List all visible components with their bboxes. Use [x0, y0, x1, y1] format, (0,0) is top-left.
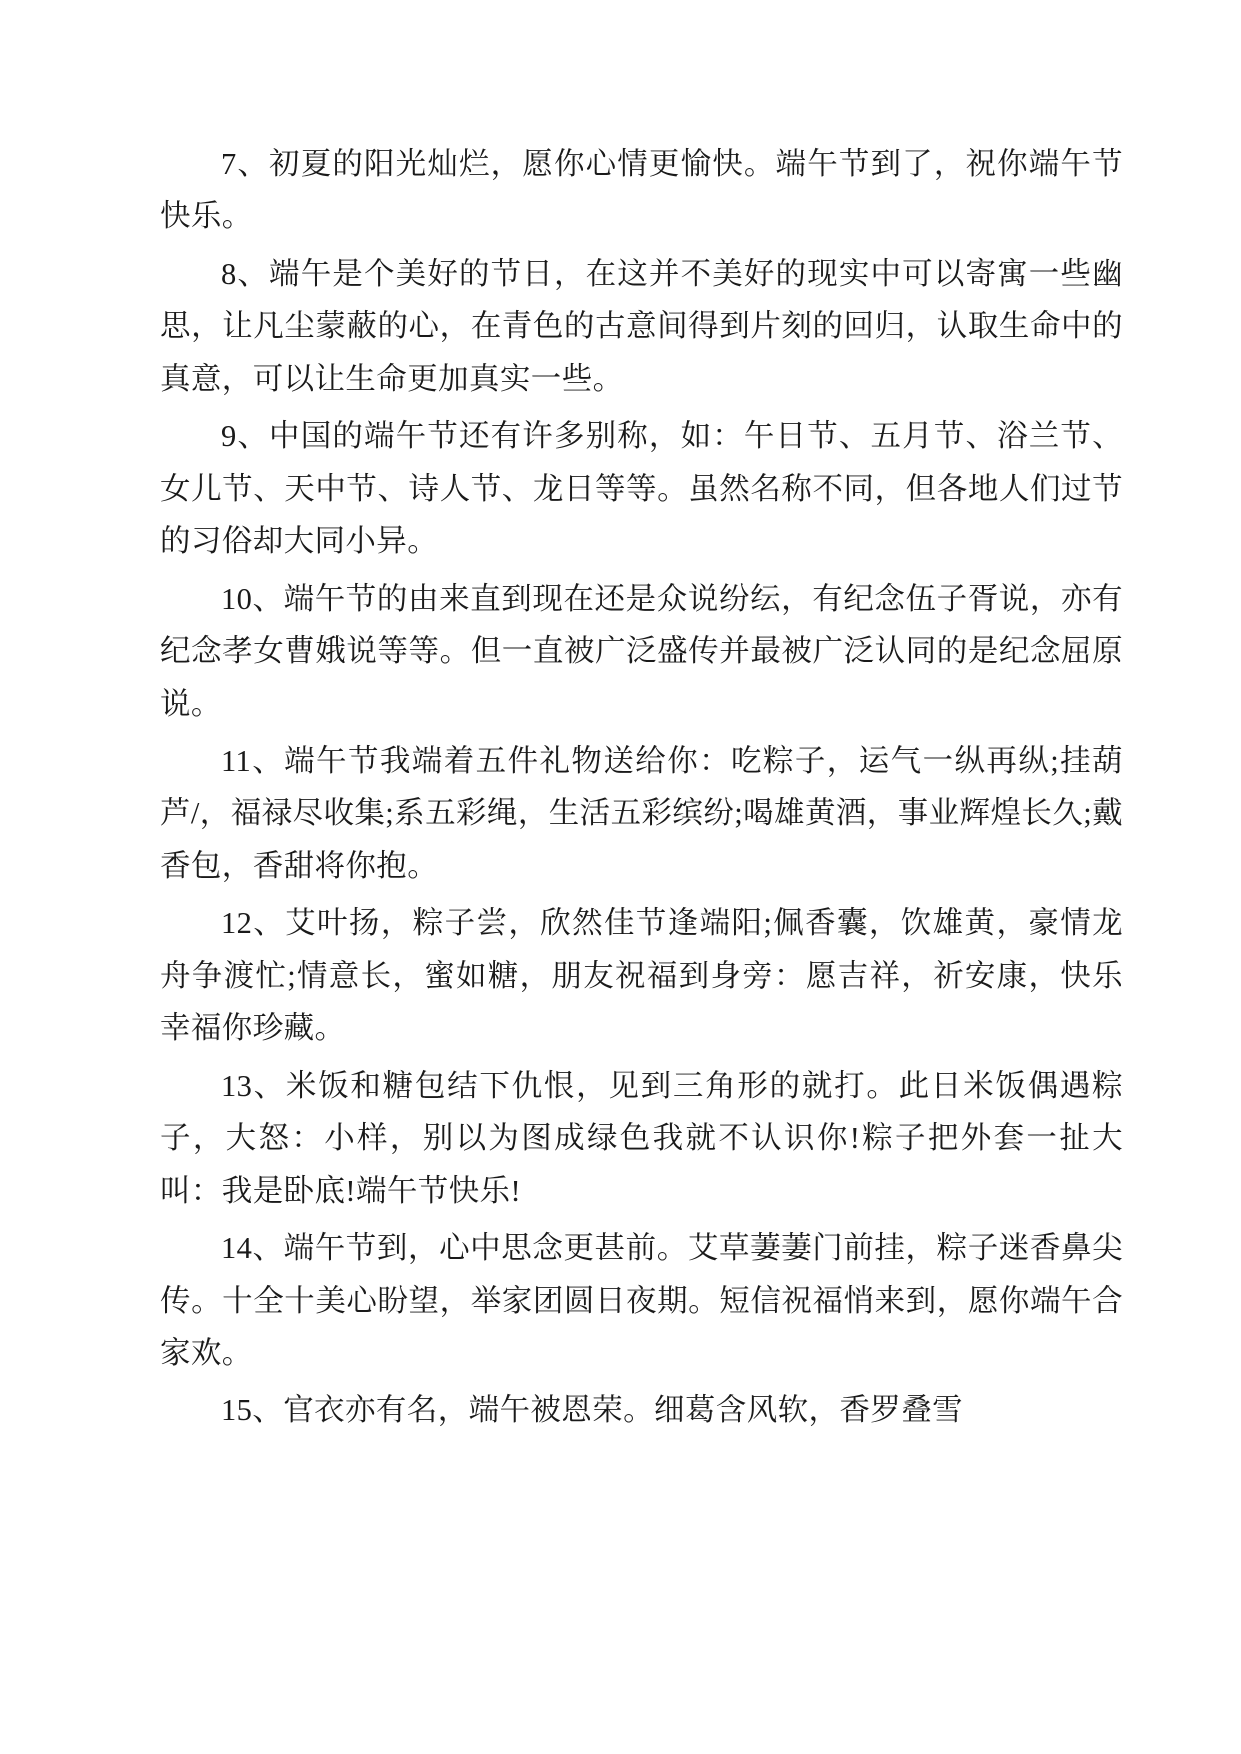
paragraph: 7、初夏的阳光灿烂，愿你心情更愉快。端午节到了，祝你端午节快乐。 [160, 147, 1123, 234]
paragraph: 10、端午节的由来直到现在还是众说纷纭，有纪念伍子胥说，亦有纪念孝女曹娥说等等。但一直被广泛盛传并最被广泛认同的是纪念屈原说。 [160, 581, 1123, 721]
paragraph: 9、中国的端午节还有许多别称，如：午日节、五月节、浴兰节、女儿节、天中节、诗人节、龙日等等。虽然名称不同，但各地人们过节的习俗却大同小异。 [160, 419, 1123, 559]
paragraph: 12、艾叶扬，粽子尝，欣然佳节逢端阳;佩香囊，饮雄黄，豪情龙舟争渡忙;情意长，蜜如糖，朋友祝福到身旁：愿吉祥，祈安康，快乐幸福你珍藏。 [160, 906, 1123, 1046]
paragraph: 15、官衣亦有名，端午被恩荣。细葛含风软，香罗叠雪 [221, 1393, 963, 1428]
document-text-body [160, 138, 1123, 1437]
paragraph: 8、端午是个美好的节日，在这并不美好的现实中可以寄寓一些幽思，让凡尘蒙蔽的心，在青色的古意间得到片刻的回归，认取生命中的真意，可以让生命更加真实一些。 [160, 256, 1123, 396]
paragraph: 11、端午节我端着五件礼物送给你：吃粽子，运气一纵再纵;挂葫芦/，福禄尽收集;系五彩绳，生活五彩缤纷;喝雄黄酒，事业辉煌长久;戴香包，香甜将你抱。 [160, 743, 1123, 883]
paragraph: 13、米饭和糖包结下仇恨，见到三角形的就打。此日米饭偶遇粽子，大怒：小样，别以为图成绿色我就不认识你!粽子把外套一扯大叫：我是卧底!端午节快乐! [160, 1068, 1123, 1208]
paragraph: 14、端午节到，心中思念更甚前。艾草萋萋门前挂，粽子迷香鼻尖传。十全十美心盼望，举家团圆日夜期。短信祝福悄来到，愿你端午合家欢。 [160, 1231, 1123, 1370]
